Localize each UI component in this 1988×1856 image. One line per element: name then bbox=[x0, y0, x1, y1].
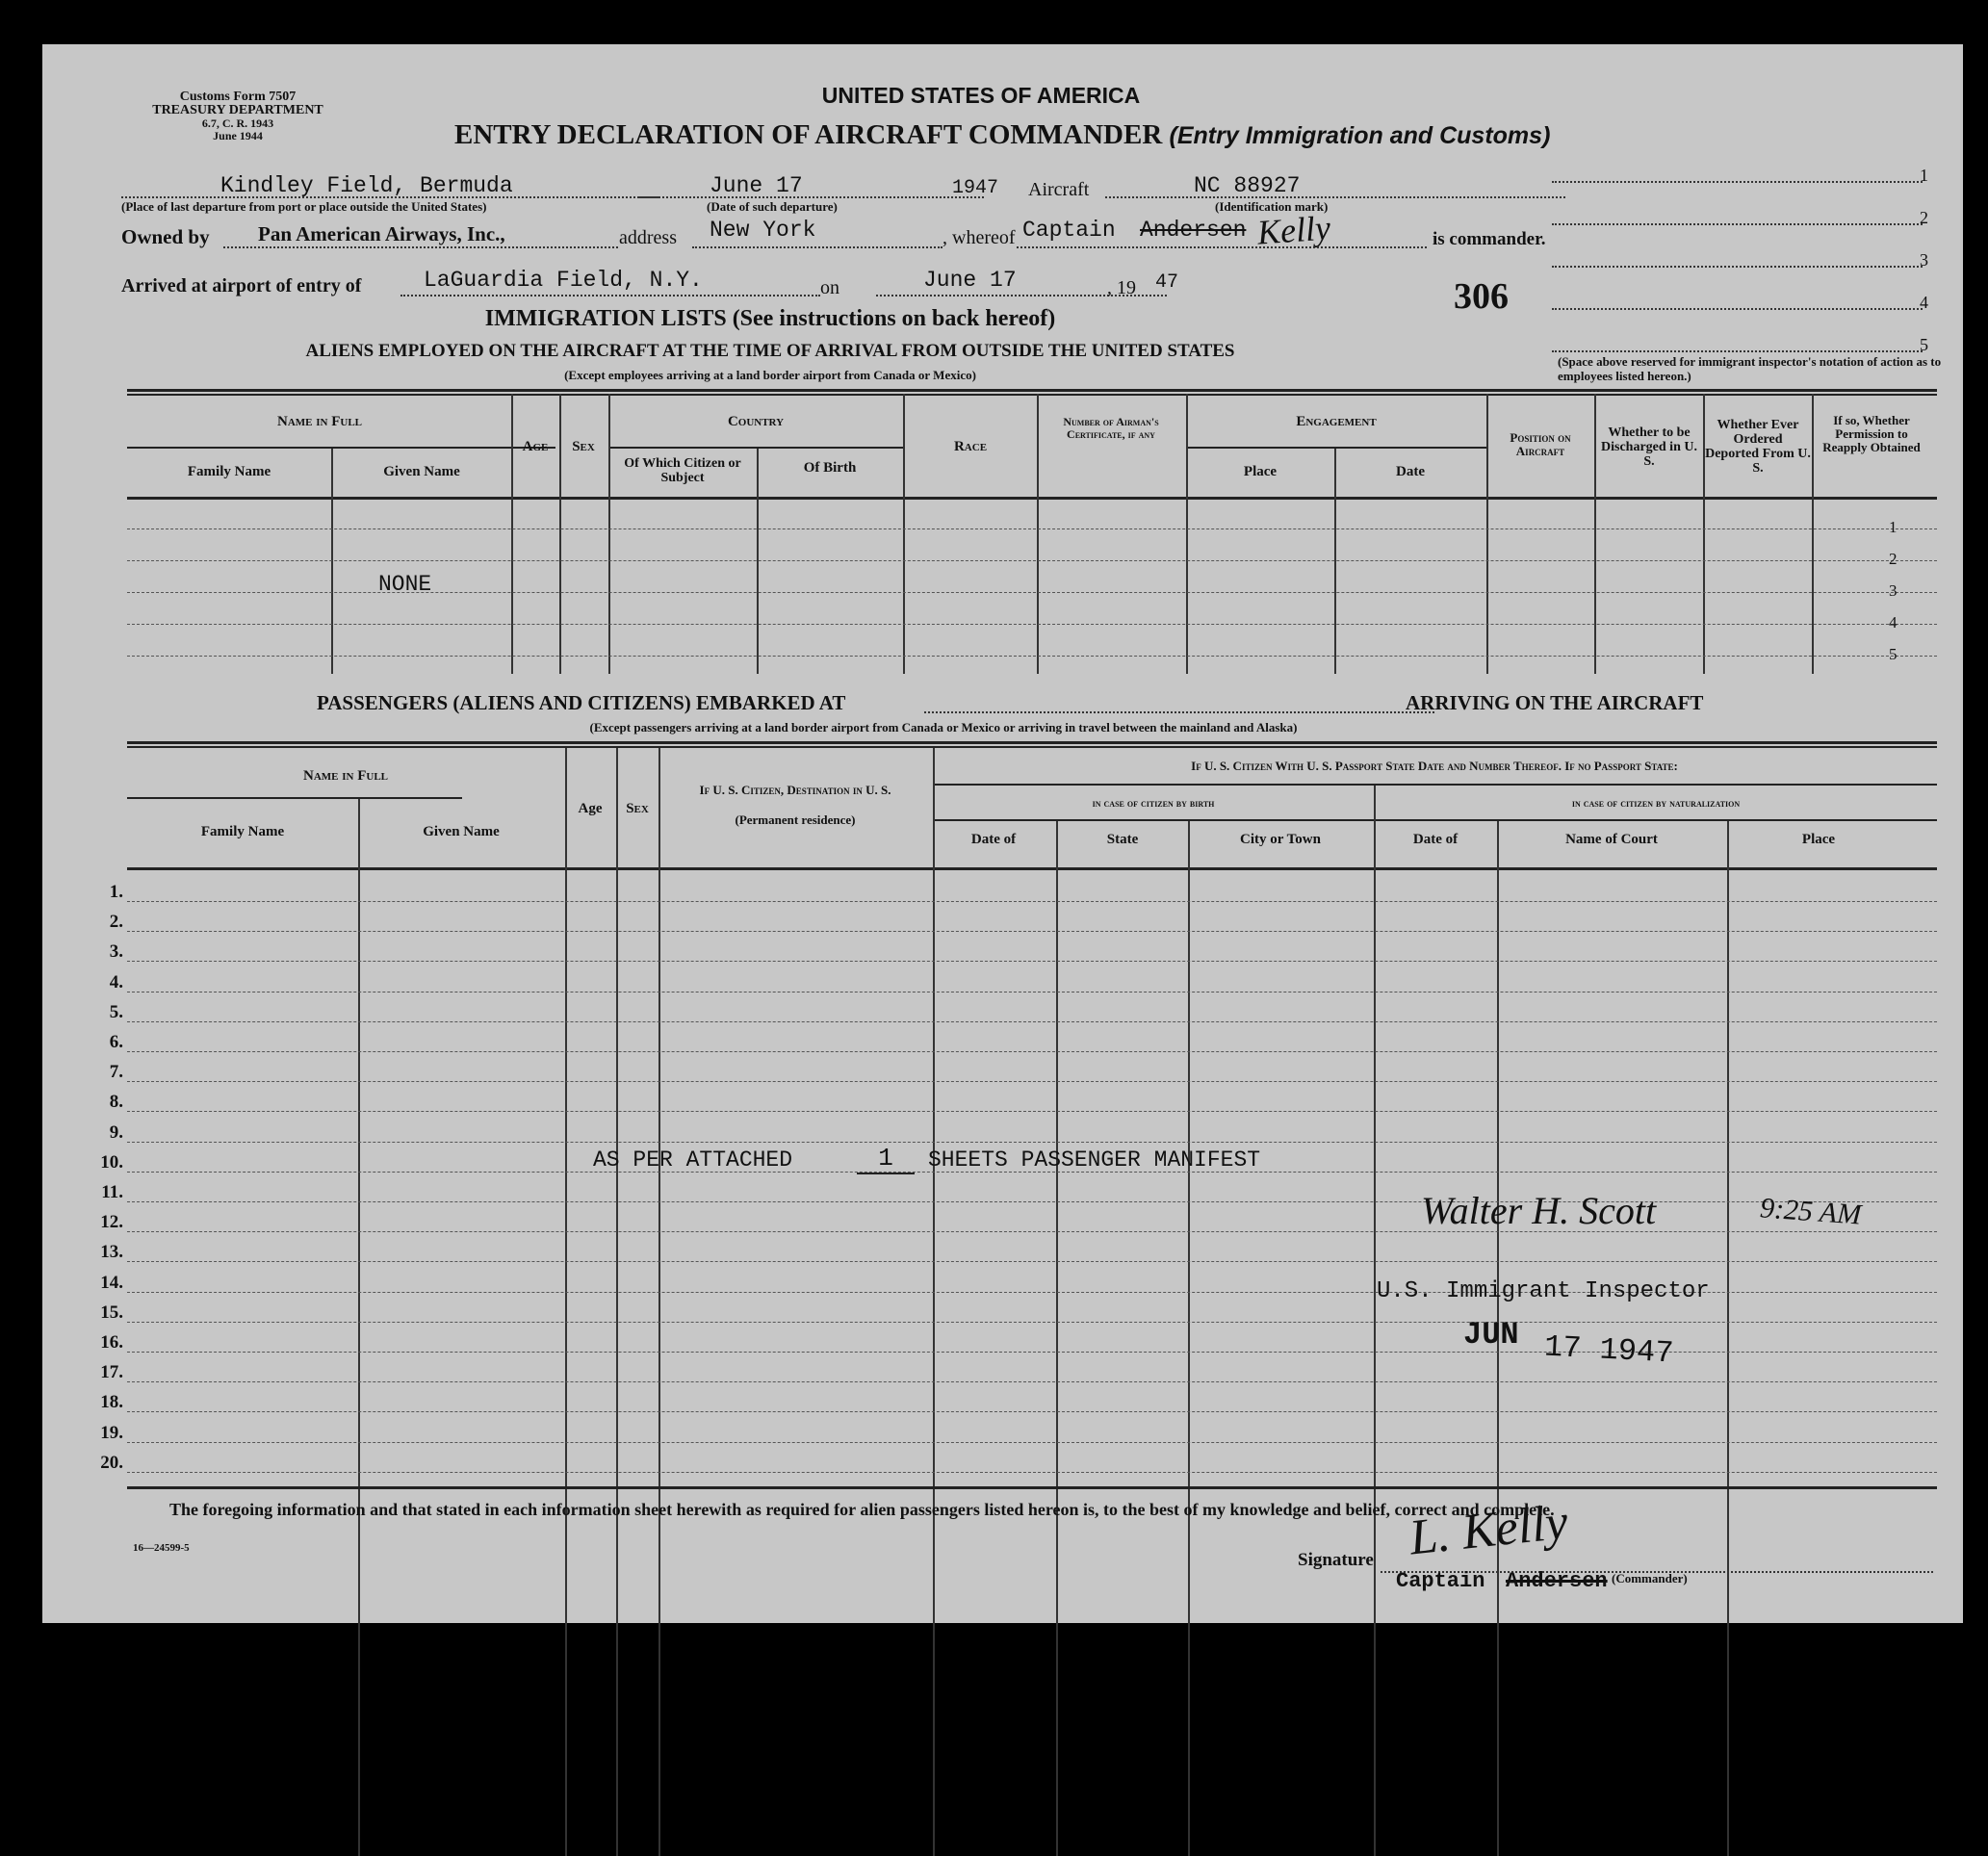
address-value: New York bbox=[710, 218, 816, 243]
reserved-line-2: 2 bbox=[1920, 208, 1928, 227]
passenger-row bbox=[127, 1231, 1937, 1232]
inspector-title: U.S. Immigrant Inspector bbox=[1377, 1278, 1710, 1304]
arrived-label: Arrived at airport of entry of bbox=[121, 275, 362, 296]
passenger-row-number: 14. bbox=[100, 1272, 123, 1293]
inspector-number: 306 bbox=[1454, 276, 1509, 317]
passenger-row-number: 7. bbox=[109, 1062, 123, 1083]
reserved-caption: (Space above reserved for immigrant inspector's notation of action as to employees listed hereon.) bbox=[1558, 354, 1942, 383]
passenger-row-number: 19. bbox=[100, 1422, 123, 1443]
passenger-row bbox=[127, 901, 1937, 902]
passengers-heading-left: PASSENGERS (ALIENS AND CITIZENS) EMBARKED AT bbox=[317, 691, 846, 714]
departure-date: June 17 bbox=[710, 173, 803, 198]
departure-place-caption: (Place of last departure from port or place outside the United States) bbox=[121, 199, 487, 214]
passenger-row bbox=[127, 931, 1937, 932]
passenger-row-number: 1. bbox=[109, 882, 123, 902]
manifest-suffix: SHEETS PASSENGER MANIFEST bbox=[928, 1147, 1261, 1173]
employees-none: NONE bbox=[378, 572, 432, 597]
pax-col-destination: If U. S. Citizen, Destination in U. S. bbox=[699, 783, 891, 797]
passenger-row-number: 13. bbox=[100, 1242, 123, 1263]
reserved-line-3: 3 bbox=[1920, 250, 1928, 270]
passenger-row-number: 2. bbox=[109, 912, 123, 933]
emp-col-given-name: Given Name bbox=[383, 464, 460, 479]
pax-col-date-of-2: Date of bbox=[1412, 832, 1459, 847]
passenger-row-number: 9. bbox=[109, 1121, 123, 1143]
emp-col-position: Position on Aircraft bbox=[1510, 430, 1571, 458]
aircraft-label: Aircraft bbox=[1028, 179, 1090, 200]
stamp-month: JUN bbox=[1463, 1317, 1519, 1353]
emp-col-name-in-full: Name in Full bbox=[276, 414, 363, 429]
pax-col-by-birth: in case of citizen by birth bbox=[1092, 796, 1215, 810]
passenger-row bbox=[127, 1261, 1937, 1262]
emp-row-1: 1 bbox=[1889, 518, 1898, 536]
emp-col-engagement: Engagement bbox=[1296, 414, 1377, 429]
passenger-row-number: 8. bbox=[109, 1092, 123, 1113]
captain-struck: Andersen bbox=[1506, 1569, 1608, 1593]
emp-row-5: 5 bbox=[1889, 645, 1898, 663]
commander-signature: L. Kelly bbox=[1407, 1494, 1571, 1566]
passenger-row bbox=[127, 1201, 1937, 1202]
emp-row-3: 3 bbox=[1889, 581, 1898, 600]
on-label: on bbox=[820, 277, 839, 298]
commander-struck: Andersen bbox=[1140, 218, 1247, 243]
signature-label: Signature bbox=[1298, 1550, 1374, 1570]
passengers-note: (Except passengers arriving at a land border airport from Canada or Mexico or arriving in travel between the mainland and Alaska) bbox=[589, 720, 1298, 735]
emp-col-race: Race bbox=[953, 439, 988, 454]
emp-col-age: Age bbox=[522, 439, 549, 454]
passenger-row-number: 11. bbox=[101, 1182, 123, 1202]
address-label: address bbox=[619, 227, 677, 248]
form-title-sub: (Entry Immigration and Customs) bbox=[1169, 122, 1551, 149]
emp-col-of-birth: Of Birth bbox=[803, 460, 857, 476]
emp-col-country: Country bbox=[727, 414, 785, 429]
owner-name: Pan American Airways, Inc., bbox=[258, 222, 505, 245]
departure-date-caption: (Date of such departure) bbox=[707, 199, 838, 214]
reserved-line-4: 4 bbox=[1920, 293, 1928, 312]
passenger-row-number: 6. bbox=[109, 1032, 123, 1052]
print-code: 16—24599-5 bbox=[133, 1542, 190, 1554]
emp-col-reapply: If so, Whether Permission to Reapply Obtained bbox=[1822, 413, 1921, 454]
stamp-day-year: 17 1947 bbox=[1543, 1328, 1675, 1372]
arrival-year-prefix: , 19 bbox=[1107, 277, 1136, 298]
captain-typed: Captain bbox=[1396, 1569, 1485, 1593]
aircraft-id: NC 88927 bbox=[1194, 173, 1301, 198]
passenger-row bbox=[127, 1051, 1937, 1052]
commander-label: is commander. bbox=[1433, 229, 1546, 249]
emp-col-citizen-of: Of Which Citizen or Subject bbox=[624, 456, 741, 485]
commander-caption: (Commander) bbox=[1612, 1571, 1688, 1585]
aircraft-id-caption: (Identification mark) bbox=[1215, 199, 1329, 214]
pax-col-passport-heading: If U. S. Citizen With U. S. Passport State Date and Number Thereof. If no Passport State: bbox=[1191, 759, 1678, 773]
departure-year: 1947 bbox=[952, 177, 999, 199]
passenger-row-number: 12. bbox=[100, 1212, 123, 1233]
passenger-row bbox=[127, 1081, 1937, 1082]
passenger-row bbox=[127, 1322, 1937, 1323]
pax-col-family-name: Family Name bbox=[200, 824, 285, 839]
pax-col-age: Age bbox=[578, 801, 603, 816]
passenger-row bbox=[127, 1021, 1937, 1022]
pax-col-place: Place bbox=[1801, 832, 1836, 847]
emp-col-family-name: Family Name bbox=[187, 464, 271, 479]
passenger-row-number: 16. bbox=[100, 1332, 123, 1353]
form-title-main: ENTRY DECLARATION OF AIRCRAFT COMMANDER bbox=[454, 119, 1163, 150]
passenger-row bbox=[127, 961, 1937, 962]
passenger-row bbox=[127, 1142, 1937, 1143]
pax-col-destination-sub: (Permanent residence) bbox=[735, 812, 856, 827]
manifest-count: 1 bbox=[857, 1144, 915, 1174]
emp-col-deported: Whether Ever Ordered Deported From U. S. bbox=[1705, 418, 1811, 476]
inspector-time: 9:25 AM bbox=[1759, 1192, 1863, 1231]
pax-col-sex: Sex bbox=[626, 801, 649, 816]
whereof-label: , whereof bbox=[942, 227, 1016, 248]
passenger-row bbox=[127, 1472, 1937, 1473]
passenger-row-number: 5. bbox=[109, 1001, 123, 1022]
pax-col-name-in-full: Name in Full bbox=[302, 768, 389, 784]
immigration-note: (Except employees arriving at a land border airport from Canada or Mexico) bbox=[564, 368, 976, 382]
inspector-signature: Walter H. Scott bbox=[1421, 1189, 1657, 1232]
immigration-heading: IMMIGRATION LISTS (See instructions on back hereof) bbox=[484, 306, 1056, 331]
manifest-prefix: AS PER ATTACHED bbox=[593, 1147, 793, 1173]
pax-col-given-name: Given Name bbox=[423, 824, 500, 839]
passenger-row-number: 18. bbox=[100, 1392, 123, 1413]
reserved-line-1: 1 bbox=[1920, 166, 1928, 185]
passenger-row-number: 17. bbox=[100, 1362, 123, 1383]
certification-text: The foregoing information and that stated in each information sheet herewith as required for alien passengers listed hereon is, to the best of my knowledge and belief, correct and complete. bbox=[169, 1500, 1555, 1519]
departure-place: Kindley Field, Bermuda bbox=[220, 173, 513, 198]
passenger-row-number: 3. bbox=[109, 941, 123, 963]
pax-col-date-of: Date of bbox=[970, 832, 1017, 847]
arrival-airport: LaGuardia Field, N.Y. bbox=[424, 268, 703, 293]
commander-typed: Captain bbox=[1022, 218, 1116, 243]
country-heading: UNITED STATES OF AMERICA bbox=[821, 83, 1141, 108]
emp-row-4: 4 bbox=[1889, 613, 1898, 632]
regulation: 6.7, C. R. 1943 bbox=[201, 116, 274, 130]
passenger-row-number: 20. bbox=[100, 1452, 123, 1473]
passenger-row bbox=[127, 1442, 1937, 1443]
passenger-row bbox=[127, 1411, 1937, 1412]
pax-col-city-or-town: City or Town bbox=[1240, 832, 1321, 847]
reserved-line-5: 5 bbox=[1920, 335, 1928, 354]
arrival-year: 47 bbox=[1155, 271, 1179, 294]
emp-row-2: 2 bbox=[1889, 550, 1898, 568]
passengers-heading-right: ARRIVING ON THE AIRCRAFT bbox=[1406, 691, 1704, 714]
pax-col-state: State bbox=[1106, 832, 1139, 847]
commander-handwritten: Kelly bbox=[1255, 208, 1332, 252]
emp-col-date: Date bbox=[1396, 464, 1425, 479]
emp-col-place: Place bbox=[1243, 464, 1278, 479]
passenger-row-number: 4. bbox=[109, 971, 123, 992]
form-sheet bbox=[42, 44, 1963, 1623]
department: TREASURY DEPARTMENT bbox=[152, 103, 323, 117]
emp-col-airman-cert: Number of Airman's Certificate, if any bbox=[1063, 415, 1159, 441]
form-number: Customs Form 7507 bbox=[179, 90, 297, 104]
emp-col-sex: Sex bbox=[572, 439, 595, 454]
owned-by-label: Owned by bbox=[121, 225, 210, 248]
passenger-row-number: 10. bbox=[100, 1151, 123, 1173]
edition: June 1944 bbox=[213, 129, 263, 142]
form-title bbox=[454, 119, 1550, 151]
pax-col-by-naturalization: in case of citizen by naturalization bbox=[1571, 796, 1741, 810]
immigration-subheading: ALIENS EMPLOYED ON THE AIRCRAFT AT THE TIME OF ARRIVAL FROM OUTSIDE THE UNITED STATES bbox=[305, 341, 1235, 361]
arrival-date: June 17 bbox=[923, 268, 1017, 293]
pax-col-name-of-court: Name of Court bbox=[1565, 832, 1658, 847]
emp-col-discharged: Whether to be Discharged in U. S. bbox=[1601, 425, 1697, 469]
passenger-row bbox=[127, 1111, 1937, 1112]
passenger-row bbox=[127, 1381, 1937, 1382]
passenger-row-number: 15. bbox=[100, 1302, 123, 1323]
passengers-table-bottom-rule bbox=[127, 1486, 1937, 1489]
